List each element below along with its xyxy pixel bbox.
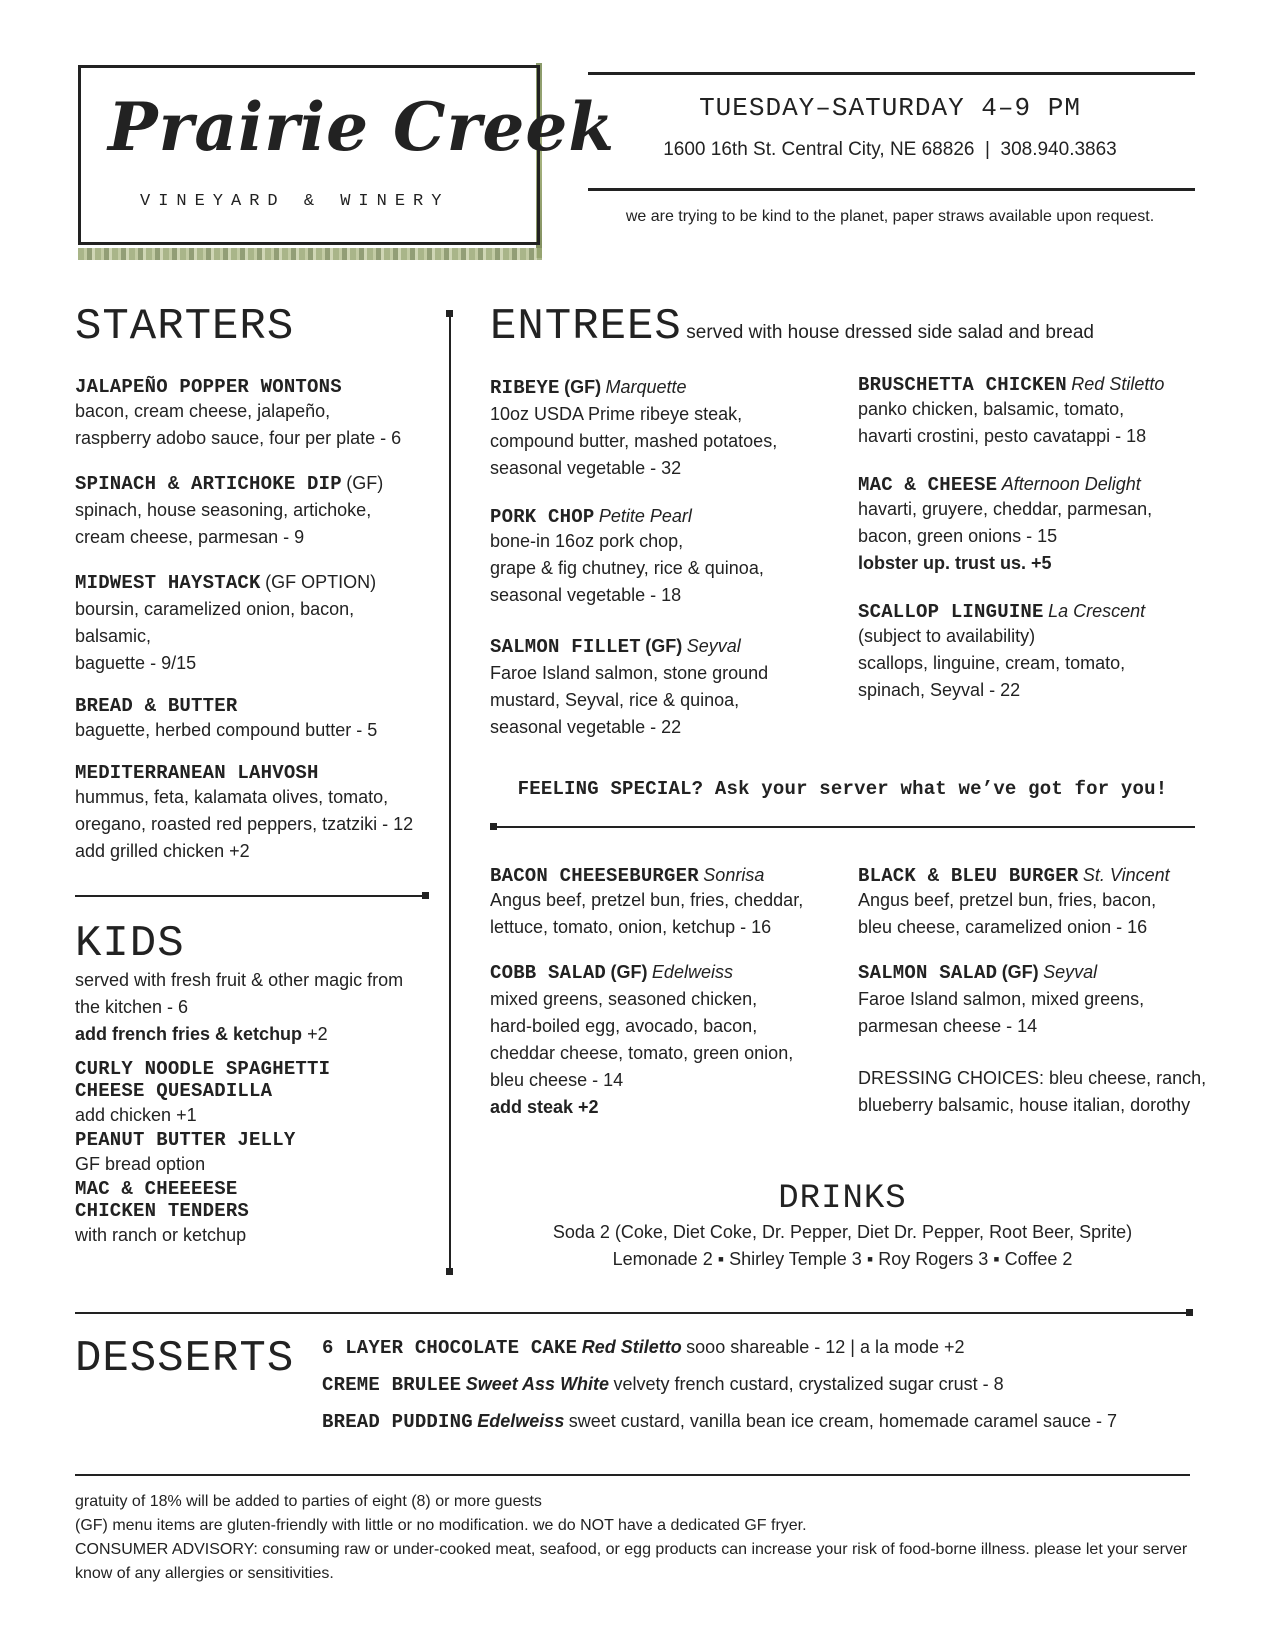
dessert-name: BREAD PUDDING [322,1411,473,1433]
entree-desc: compound butter, mashed potatoes, [490,431,778,451]
entree-name: SCALLOP LINGUINE [858,601,1044,623]
starter-desc: baguette, herbed compound butter - 5 [75,720,378,740]
lunch-desc: Faroe Island salmon, mixed greens, [858,989,1145,1009]
rule-cap [446,310,453,317]
entree-item [858,374,1218,450]
rule-cap [490,823,497,830]
entree-desc: havarti, gruyere, cheddar, parmesan, [858,499,1153,519]
footer-rule [75,1474,1190,1476]
entrees-right-column [858,374,1218,704]
entrees-heading [490,302,1094,352]
kids-addon-price: +2 [307,1024,328,1044]
entree-heading [858,474,1218,496]
entree-wine-pairing: Petite Pearl [598,506,692,526]
lunch-heading [858,865,1218,887]
entrees-rule [494,826,1195,828]
lunch-heading [490,959,850,986]
starter-name: MIDWEST HAYSTACK [75,572,261,594]
logo-subtitle: VINEYARD & WINERY [140,192,450,211]
starter-heading [75,762,435,784]
kids-intro-line: served with fresh fruit & other magic from [75,970,404,990]
lunch-wine-pairing: Edelweiss [651,962,733,982]
straws-note: we are trying to be kind to the planet, paper straws available upon request. [625,208,1155,225]
lunch-desc: Angus beef, pretzel bun, fries, bacon, [858,890,1157,910]
starter-item [75,470,435,551]
entree-desc: mustard, Seyval, rice & quinoa, [490,690,740,710]
lunch-heading [490,865,850,887]
entree-desc: (subject to availability) [858,626,1036,646]
starter-heading [75,695,435,717]
header-rule-top [588,72,1195,75]
starter-desc: cream cheese, parmesan - 9 [75,527,305,547]
entrees-title: ENTREES [490,302,682,352]
entree-desc: seasonal vegetable - 18 [490,585,682,605]
dessert-wine-pairing: Sweet Ass White [465,1374,610,1394]
kids-intro [75,967,435,1021]
starter-item [75,762,435,865]
lunch-wine-pairing: Sonrisa [703,865,765,885]
kids-item-name: PEANUT BUTTER JELLY [75,1129,296,1151]
kids-title: KIDS [75,919,185,969]
starter-heading [75,569,435,596]
kids-item-note: add chicken +1 [75,1105,197,1125]
starter-desc: baguette - 9/15 [75,653,197,673]
dessert-name: CREME BRULEE [322,1374,462,1396]
starter-name: SPINACH & ARTICHOKE DIP [75,473,342,495]
starter-heading [75,470,435,497]
lunch-desc: bleu cheese, caramelized onion - 16 [858,917,1148,937]
lunch-name: COBB SALAD [490,962,607,984]
drinks-line-1: Soda 2 (Coke, Diet Coke, Dr. Pepper, Diet Dr. Pepper, Root Beer, Sprite) [552,1222,1133,1242]
entree-wine-pairing: Red Stiletto [1071,374,1165,394]
starter-item [75,376,435,452]
starter-tag: (GF OPTION) [265,572,377,592]
kids-addon [75,1021,435,1048]
entree-name: SALMON FILLET [490,636,641,658]
starter-desc: bacon, cream cheese, jalapeño, [75,401,331,421]
rule-cap [422,892,429,899]
starter-item [75,569,435,677]
lunch-desc: hard-boiled egg, avocado, bacon, [490,1016,758,1036]
starter-name: BREAD & BUTTER [75,695,238,717]
logo-script: Prairie Creek [108,88,616,166]
drinks-line-2: Lemonade 2 ▪ Shirley Temple 3 ▪ Roy Rogers 3 ▪ Coffee 2 [612,1249,1073,1269]
entree-item [858,601,1218,704]
entree-item [490,506,850,609]
lunch-desc: cheddar cheese, tomato, green onion, [490,1043,794,1063]
kids-section [75,967,435,1249]
address: 1600 16th St. Central City, NE 68826 [663,139,975,160]
starters-rule [75,895,425,897]
dessert-desc: velvety french custard, crystalized sugar crust - 8 [613,1374,1004,1394]
entree-heading [858,601,1218,623]
entree-desc: grape & fig chutney, rice & quinoa, [490,558,764,578]
entree-item [490,374,850,482]
lunch-item [490,865,850,941]
dessert-item [322,1334,1202,1371]
dessert-item [322,1371,1202,1408]
entree-heading [490,506,850,528]
entree-name: MAC & CHEESE [858,474,998,496]
entree-wine-pairing: Seyval [686,636,741,656]
lunch-desc: parmesan cheese - 14 [858,1016,1038,1036]
lunch-item [858,865,1218,941]
entree-addon: lobster up. trust us. +5 [858,553,1052,573]
entree-desc: bone-in 16oz pork chop, [490,531,684,551]
entrees-subtitle: served with house dressed side salad and bread [686,322,1094,343]
entree-desc: bacon, green onions - 15 [858,526,1058,546]
lunch-left-column [490,865,850,1121]
entree-heading [490,633,850,660]
entree-wine-pairing: Marquette [605,377,687,397]
header-rule-bottom [588,188,1195,191]
entree-heading [490,374,850,401]
starter-desc: spinach, house seasoning, artichoke, [75,500,372,520]
starters-list [75,376,435,865]
footer-line: gratuity of 18% will be added to parties of eight (8) or more guests [75,1493,542,1510]
starter-item [75,695,435,744]
address-divider: | [979,139,996,160]
lunch-desc: mixed greens, seasoned chicken, [490,989,758,1009]
entree-name: BRUSCHETTA CHICKEN [858,374,1067,396]
dessert-desc: sooo shareable - 12 | a la mode +2 [686,1337,965,1357]
lunch-wine-pairing: St. Vincent [1082,865,1170,885]
entree-wine-pairing: Afternoon Delight [1001,474,1141,494]
kids-item-note: with ranch or ketchup [75,1225,247,1245]
column-divider [449,314,451,1272]
lunch-gf: (GF) [1001,962,1039,982]
dessert-item [322,1408,1202,1445]
starter-heading [75,376,435,398]
entree-gf: (GF) [564,377,602,397]
desserts-list [322,1334,1202,1445]
lunch-desc: lettuce, tomato, onion, ketchup - 16 [490,917,772,937]
entree-desc: scallops, linguine, cream, tomato, [858,653,1126,673]
starter-desc: oregano, roasted red peppers, tzatziki - 12 [75,814,414,834]
entree-desc: Faroe Island salmon, stone ground [490,663,769,683]
kids-item-name: CHICKEN TENDERS [75,1200,250,1222]
desserts-rule [75,1312,1190,1314]
starter-name: MEDITERRANEAN LAHVOSH [75,762,319,784]
kids-item-name: MAC & CHEEEESE [75,1178,238,1200]
kids-list [75,1058,435,1249]
lunch-wine-pairing: Seyval [1043,962,1098,982]
entree-desc: 10oz USDA Prime ribeye steak, [490,404,743,424]
desserts-title: DESSERTS [75,1334,295,1384]
rule-cap [1186,1309,1193,1316]
dressing-choices: blueberry balsamic, house italian, dorothy [858,1095,1191,1115]
phone: 308.940.3863 [1000,139,1117,160]
lunch-desc: Angus beef, pretzel bun, fries, cheddar, [490,890,804,910]
lunch-addon: add steak +2 [490,1097,599,1117]
footer-line: (GF) menu items are gluten-friendly with little or no modification. we do NOT have a dedicated GF fryer. [75,1517,807,1534]
kids-item-name: CHEESE QUESADILLA [75,1080,273,1102]
kids-item-note: GF bread option [75,1154,206,1174]
footer-line: know of any allergies or sensitivities. [75,1565,334,1582]
kids-addon-label: add french fries & ketchup [75,1024,303,1044]
entree-desc: havarti crostini, pesto cavatappi - 18 [858,426,1147,446]
starter-tag: (GF) [346,473,384,493]
entree-desc: spinach, Seyval - 22 [858,680,1021,700]
dessert-name: 6 LAYER CHOCOLATE CAKE [322,1337,578,1359]
dessert-wine-pairing: Edelweiss [477,1411,565,1431]
lunch-name: BLACK & BLEU BURGER [858,865,1079,887]
starters-title: STARTERS [75,302,295,352]
entree-gf: (GF) [645,636,683,656]
lunch-right-column [858,865,1218,1119]
lunch-name: BACON CHEESEBURGER [490,865,699,887]
entree-item [858,474,1218,577]
starter-desc: raspberry adobo sauce, four per plate - 6 [75,428,402,448]
entree-item [490,633,850,741]
lunch-heading [858,959,1218,986]
starter-desc: add grilled chicken +2 [75,841,250,861]
special-callout: FEELING SPECIAL? Ask your server what we’ve got for you! [517,778,1168,800]
footer-line: CONSUMER ADVISORY: consuming raw or under-cooked meat, seafood, or egg products can increase your risk of food-borne illness. please let your server [75,1541,1188,1558]
starter-name: JALAPEÑO POPPER WONTONS [75,376,342,398]
entree-wine-pairing: La Crescent [1048,601,1146,621]
drinks-title: DRINKS [778,1180,907,1218]
dressing-choices: DRESSING CHOICES: bleu cheese, ranch, [858,1068,1207,1088]
starter-desc: boursin, caramelized onion, bacon, balsamic, [75,599,355,646]
hours: TUESDAY–SATURDAY 4–9 PM [699,93,1081,123]
dessert-wine-pairing: Red Stiletto [581,1337,682,1357]
logo-texture-strip [78,248,542,260]
lunch-gf: (GF) [610,962,648,982]
lunch-name: SALMON SALAD [858,962,998,984]
lunch-desc: bleu cheese - 14 [490,1070,624,1090]
footer [75,1490,1205,1586]
lunch-item [858,959,1218,1040]
kids-item-name: CURLY NOODLE SPAGHETTI [75,1058,331,1080]
entree-desc: panko chicken, balsamic, tomato, [858,399,1125,419]
entree-desc: seasonal vegetable - 32 [490,458,682,478]
entree-name: PORK CHOP [490,506,595,528]
rule-cap [446,1268,453,1275]
entree-heading [858,374,1218,396]
entrees-left-column [490,374,850,741]
address-line [590,139,1190,161]
starter-desc: hummus, feta, kalamata olives, tomato, [75,787,389,807]
entree-name: RIBEYE [490,377,560,399]
lunch-item [490,959,850,1121]
kids-intro-line: the kitchen - 6 [75,997,189,1017]
dessert-desc: sweet custard, vanilla bean ice cream, homemade caramel sauce - 7 [568,1411,1118,1431]
entree-desc: seasonal vegetable - 22 [490,717,682,737]
